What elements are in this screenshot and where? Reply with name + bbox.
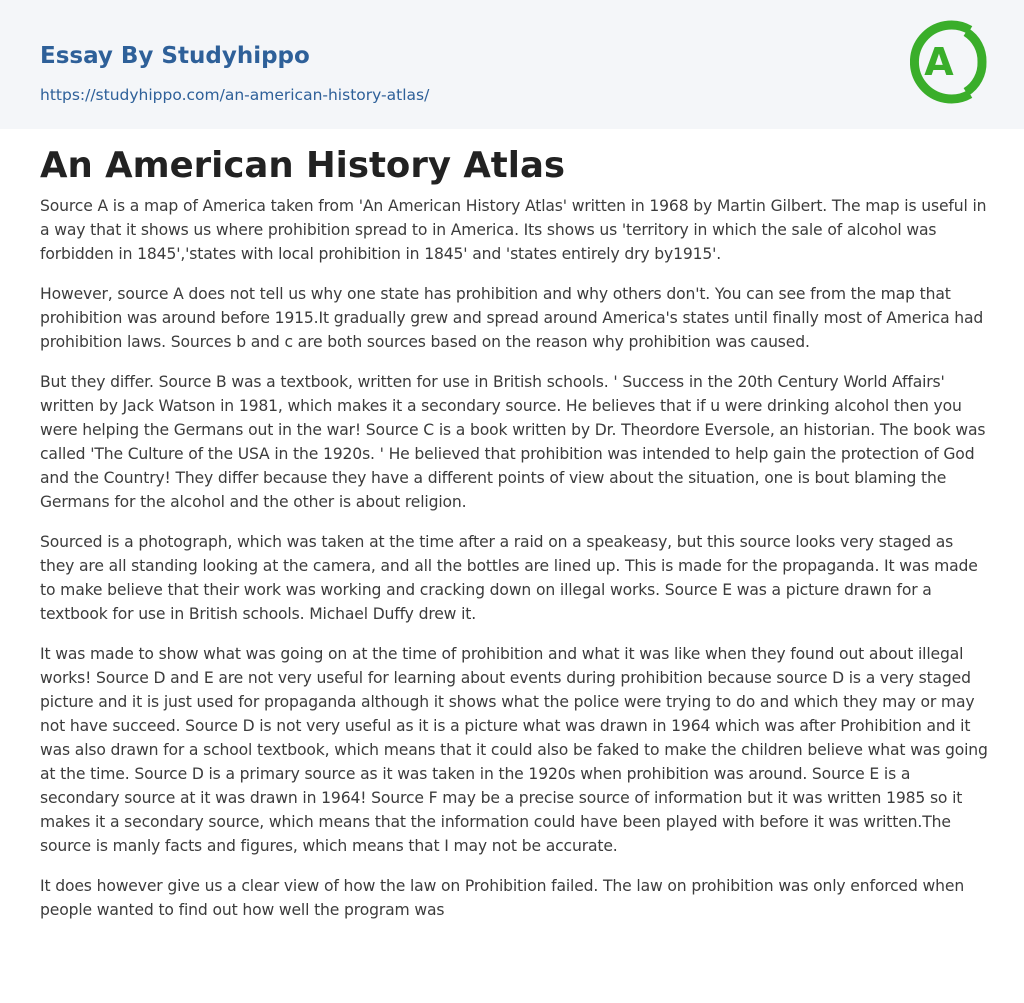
paragraph: It does however give us a clear view of how the law on Prohibition failed. The law on prohibition was only enforced when people wanted to find out how well the program was xyxy=(40,877,965,919)
logo-letter: A xyxy=(924,40,954,84)
essay-url-link[interactable]: https://studyhippo.com/an-american-history-atlas/ xyxy=(40,86,430,104)
paragraph: Source A is a map of America taken from 'An American History Atlas' written in 1968 by Martin Gilbert. The map is useful in a way that it shows us where prohibition spread to in America. Its shows us 'territory in which the sale of alcohol was forbidden in 1845','states with local prohibition in 1845' and 'states entirely dry by1915'. xyxy=(40,197,987,263)
site-brand[interactable]: Essay By Studyhippo xyxy=(40,43,310,69)
paragraph: Sourced is a photograph, which was taken at the time after a raid on a speakeasy, but this source looks very staged as they are all standing looking at the camera, and all the bottles are lined up. This is made for the propaganda. It was made to make believe that their work was working and cracking down on illegal works. Source E was a picture drawn for a textbook for use in British schools. Michael Duffy drew it. xyxy=(40,533,978,623)
page-title: An American History Atlas xyxy=(40,145,566,186)
studyhippo-logo-icon[interactable] xyxy=(910,18,988,106)
paragraph: It was made to show what was going on at the time of prohibition and what it was like when they found out about illegal works! Source D and E are not very useful for learning about events during prohibition because source D is a very staged picture and it is just used for propaganda although it shows what the police were trying to do and which they may or may not have succeed. Source D is not very useful as it is a picture what was drawn in 1964 which was after Prohibition and it was also drawn for a school textbook, which means that it could also be faked to make the children believe what was going at the time. Source D is a primary source as it was taken in the 1920s when prohibition was around. Source E is a secondary source at it was drawn in 1964! Source F may be a precise source of information but it was written 1985 so it makes it a secondary source, which means that the information could have been played with before it was written.The source is manly facts and figures, which means that I may not be accurate. xyxy=(40,645,988,855)
paragraph: However, source A does not tell us why one state has prohibition and why others don't. You can see from the map that prohibition was around before 1915.It gradually grew and spread around America's states until finally most of America had prohibition laws. Sources b and c are both sources based on the reason why prohibition was caused. xyxy=(40,285,984,351)
paragraph: But they differ. Source B was a textbook, written for use in British schools. ' Success in the 20th Century World Affairs' written by Jack Watson in 1981, which makes it a secondary source. He believes that if u were drinking alcohol then you were helping the Germans out in the war! Source C is a book written by Dr. Theordore Eversole, an historian. The book was called 'The Culture of the USA in the 1920s. ' He believed that prohibition was intended to help gain the protection of God and the Country! They differ because they have a different points of view about the situation, one is bout blaming the Germans for the alcohol and the other is about religion. xyxy=(40,373,986,511)
essay-body xyxy=(40,194,988,938)
